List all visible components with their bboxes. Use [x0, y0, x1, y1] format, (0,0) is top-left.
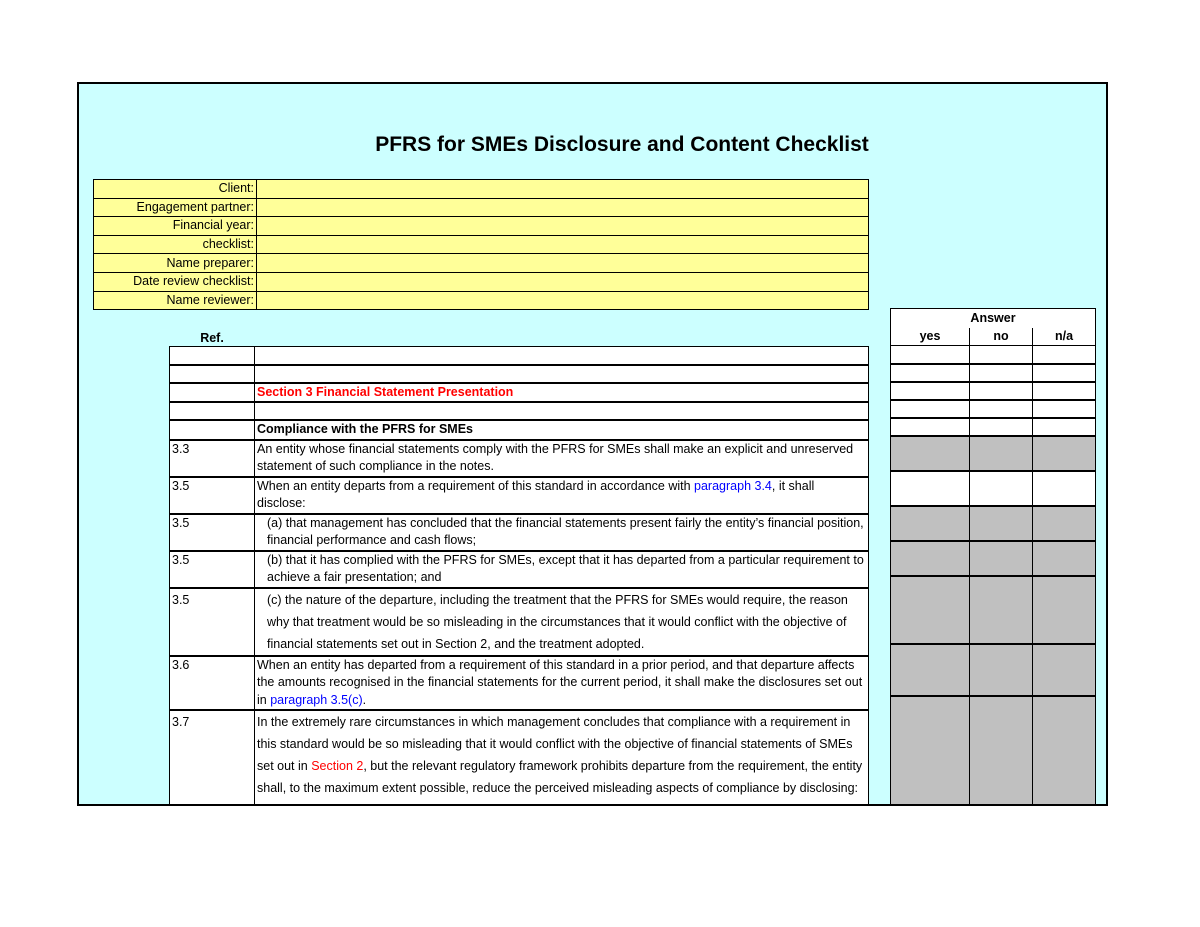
no-cell[interactable] — [970, 382, 1033, 400]
paragraph-link[interactable]: paragraph 3.4 — [694, 478, 772, 493]
section-link[interactable]: Section 2 — [311, 759, 364, 773]
yes-cell[interactable] — [891, 382, 970, 400]
engagement-partner-label: Engagement partner: — [94, 198, 257, 217]
financial-year-field[interactable] — [257, 217, 869, 236]
ref-cell[interactable] — [170, 420, 255, 440]
row-ref: 3.5 — [170, 551, 255, 588]
row-text-part: When an entity has departed from a requirement of this standard in a prior period, and that departure affects the amounts recognised in the financial statements for the current period, it shall make the disclosures set out in — [257, 657, 863, 707]
na-cell[interactable] — [1033, 436, 1096, 471]
client-info-table — [93, 179, 869, 310]
yes-cell[interactable] — [891, 506, 970, 541]
row-text — [255, 710, 869, 806]
ref-cell[interactable] — [170, 383, 255, 403]
no-header: no — [970, 328, 1033, 346]
na-cell[interactable] — [1033, 471, 1096, 506]
row-text: (a) that management has concluded that the financial statements present fairly the entity’s financial position, financial performance and cash flows; — [255, 514, 869, 551]
no-cell[interactable] — [970, 506, 1033, 541]
yes-cell[interactable] — [891, 418, 970, 436]
name-reviewer-label: Name reviewer: — [94, 291, 257, 310]
na-cell[interactable] — [1033, 400, 1096, 418]
yes-cell[interactable] — [891, 696, 970, 806]
yes-cell[interactable] — [891, 364, 970, 382]
yes-cell[interactable] — [891, 576, 970, 644]
row-ref: 3.7 — [170, 710, 255, 806]
row-text-part: In the extremely rare circumstances in which management concludes that compliance with a requirement in this standard would be so misleading that it would conflict with the objective of financial statements of SMEs set out in — [257, 715, 853, 773]
answer-table — [890, 308, 1096, 806]
name-preparer-field[interactable] — [257, 254, 869, 273]
row-text — [255, 656, 869, 711]
checklist-label: checklist: — [94, 235, 257, 254]
na-cell[interactable] — [1033, 382, 1096, 400]
row-text: An entity whose financial statements comply with the PFRS for SMEs shall make an explicit and unreserved statement of such compliance in the notes. — [255, 440, 869, 477]
no-cell[interactable] — [970, 644, 1033, 696]
na-cell[interactable] — [1033, 696, 1096, 806]
ref-cell[interactable] — [170, 402, 255, 420]
row-text-part: , it shall disclose: — [257, 478, 815, 510]
date-review-field[interactable] — [257, 272, 869, 291]
yes-cell[interactable] — [891, 346, 970, 364]
row-ref: 3.5 — [170, 588, 255, 656]
na-cell[interactable] — [1033, 418, 1096, 436]
row-text-part: . — [362, 692, 367, 707]
na-cell[interactable] — [1033, 346, 1096, 364]
answer-header: Answer — [891, 309, 1096, 328]
row-ref: 3.5 — [170, 477, 255, 514]
no-cell[interactable] — [970, 471, 1033, 506]
na-cell[interactable] — [1033, 576, 1096, 644]
checklist-table — [169, 346, 869, 806]
row-ref: 3.5 — [170, 514, 255, 551]
client-field[interactable] — [257, 180, 869, 199]
client-label: Client: — [94, 180, 257, 199]
row-text: (b) that it has complied with the PFRS for SMEs, except that it has departed from a particular requirement to achieve a fair presentation; and — [255, 551, 869, 588]
checklist-sheet — [77, 82, 1108, 806]
ref-cell[interactable] — [170, 365, 255, 383]
no-cell[interactable] — [970, 364, 1033, 382]
row-text — [255, 477, 869, 514]
paragraph-link[interactable]: paragraph 3.5(c) — [270, 692, 363, 707]
row-text-part: When an entity departs from a requirement of this standard in accordance with — [257, 478, 695, 493]
na-cell[interactable] — [1033, 541, 1096, 576]
ref-cell[interactable] — [170, 347, 255, 365]
yes-cell[interactable] — [891, 541, 970, 576]
yes-cell[interactable] — [891, 400, 970, 418]
name-preparer-label: Name preparer: — [94, 254, 257, 273]
text-cell[interactable] — [255, 347, 869, 365]
subsection-heading: Compliance with the PFRS for SMEs — [255, 420, 869, 440]
na-cell[interactable] — [1033, 506, 1096, 541]
section-heading: Section 3 Financial Statement Presentation — [255, 383, 869, 403]
financial-year-label: Financial year: — [94, 217, 257, 236]
yes-header: yes — [891, 328, 970, 346]
engagement-partner-field[interactable] — [257, 198, 869, 217]
row-text: (c) the nature of the departure, including the treatment that the PFRS for SMEs would require, the reason why that treatment would be so misleading in the circumstances that it would conflict with the objective of financial statements set out in Section 2, and the treatment adopted. — [255, 588, 869, 656]
ref-column-header: Ref. — [200, 331, 224, 345]
na-cell[interactable] — [1033, 644, 1096, 696]
yes-cell[interactable] — [891, 644, 970, 696]
no-cell[interactable] — [970, 400, 1033, 418]
yes-cell[interactable] — [891, 436, 970, 471]
no-cell[interactable] — [970, 436, 1033, 471]
yes-cell[interactable] — [891, 471, 970, 506]
na-cell[interactable] — [1033, 364, 1096, 382]
row-ref: 3.3 — [170, 440, 255, 477]
row-text-part: , but the relevant regulatory framework prohibits departure from the requirement, the entity shall, to the maximum extent possible, reduce the perceived misleading aspects of compliance by disclosing: — [257, 759, 863, 795]
no-cell[interactable] — [970, 696, 1033, 806]
text-cell[interactable] — [255, 365, 869, 383]
no-cell[interactable] — [970, 576, 1033, 644]
name-reviewer-field[interactable] — [257, 291, 869, 310]
no-cell[interactable] — [970, 418, 1033, 436]
row-ref: 3.6 — [170, 656, 255, 711]
no-cell[interactable] — [970, 346, 1033, 364]
text-cell[interactable] — [255, 402, 869, 420]
checklist-field[interactable] — [257, 235, 869, 254]
page-title: PFRS for SMEs Disclosure and Content Checklist — [375, 133, 869, 156]
no-cell[interactable] — [970, 541, 1033, 576]
date-review-label: Date review checklist: — [94, 272, 257, 291]
na-header: n/a — [1033, 328, 1096, 346]
